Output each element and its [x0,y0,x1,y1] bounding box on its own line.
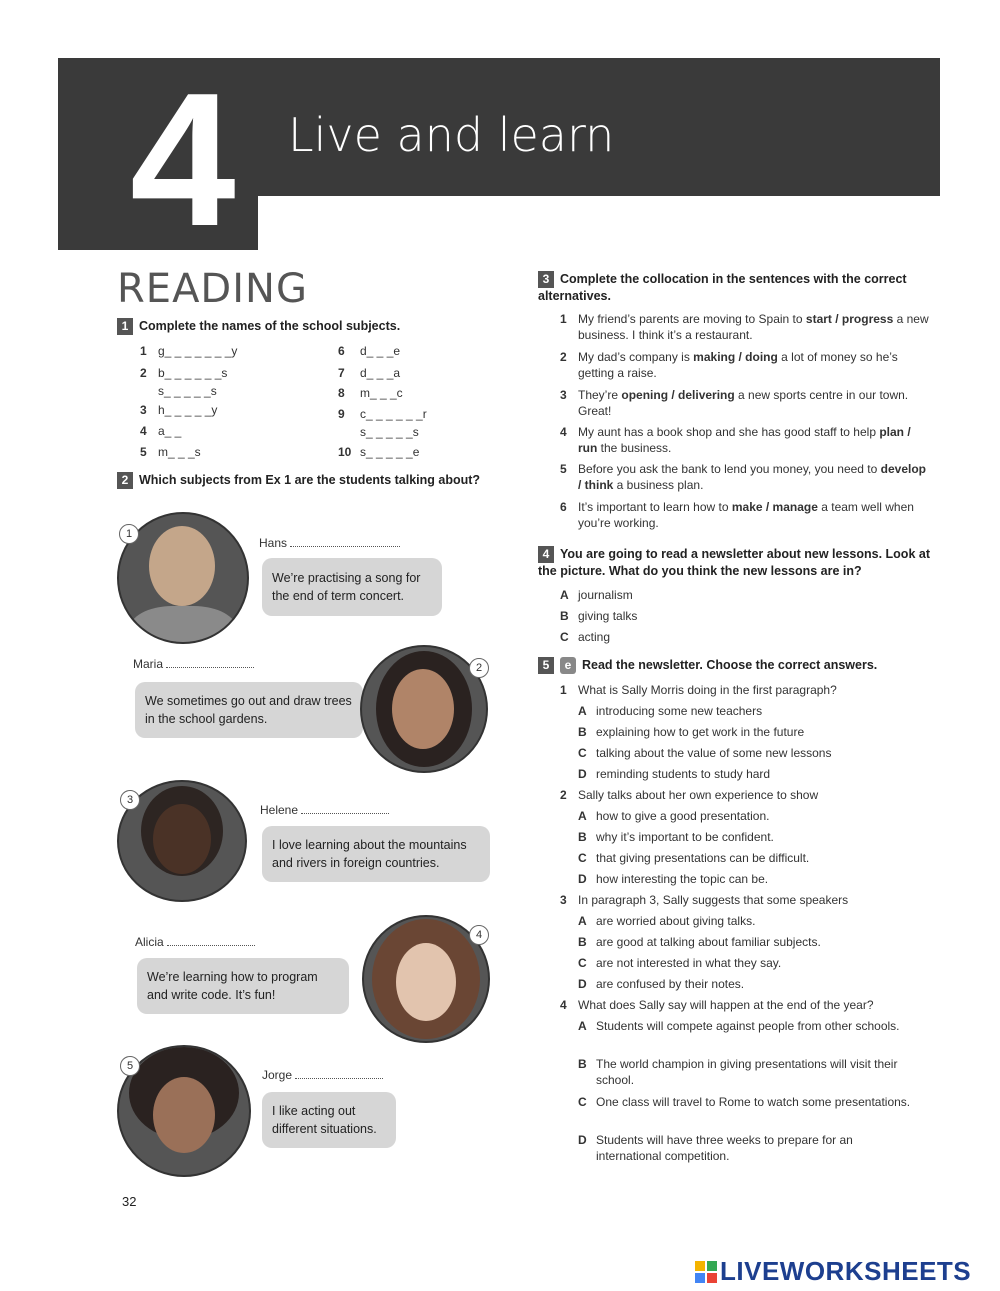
ex5-option-text: Students will compete against people from other schools. [596,1019,900,1033]
speech-bubble-jorge: I like acting out different situations. [262,1092,396,1148]
ex3-sentence-text [578,349,930,381]
ex3-text: My friend’s parents are moving to Spain to [578,312,806,326]
ex3-sentence-number: 1 [560,312,567,326]
ex5-option-text: reminding students to study hard [596,767,771,781]
ex5-option-text: One class will travel to Rome to watch some presentations. [596,1095,911,1109]
ex1-item [140,365,227,381]
ex3-text: a new business. I think it’s a restaurant. [578,312,929,342]
ex5-question [560,787,930,803]
ex3-alternatives[interactable]: making / doing [693,350,778,364]
speaker-alicia: Alicia [135,935,255,949]
ex5-option[interactable] [578,703,918,719]
ex5-option[interactable] [578,934,918,950]
ex1-item-number: 7 [338,366,345,380]
ex1-item-blank[interactable]: d_ _ _a [360,366,401,380]
ex3-alternatives[interactable]: plan / run [578,425,911,455]
ex3-text: a new sports centre in our town. Great! [578,388,909,418]
ex3-text: My dad’s company is [578,350,694,364]
ex3-sentence-number: 4 [560,425,567,439]
ex3-sentence-text [578,311,930,343]
ex5-question-number: 1 [560,683,567,697]
ex1-item [338,424,419,440]
ex5-option[interactable] [578,766,918,782]
ex5-question [560,892,930,908]
ex4-option-text: journalism [578,588,633,602]
ex1-item-blank[interactable]: m_ _ _c [360,386,403,400]
ex3-sentence-text [578,461,930,493]
ex3-text: Before you ask the bank to lend you money, you need to [578,462,881,476]
ex3-sentence-text [578,424,930,456]
ex5-option-text: are worried about giving talks. [596,914,756,928]
ex3-text: the business. [597,441,672,455]
ex5-question [560,997,930,1013]
ex3-sentence [560,387,930,419]
speaker-jorge: Jorge [262,1068,383,1082]
ex1-item-number: 3 [140,403,147,417]
ex5-option-text: how interesting the topic can be. [596,872,769,886]
ex4-number: 4 [538,546,554,563]
ex1-item [338,343,400,359]
liveworksheets-icon [695,1261,717,1283]
student-badge-4: 4 [469,925,489,945]
ex2-instruction: 2 Which subjects from Ex 1 are the students talking about? [117,472,480,489]
ex5-option-letter: D [578,872,587,886]
ex5-option-letter: D [578,767,587,781]
ex3-sentence-text [578,387,930,419]
ex5-question-text: What is Sally Morris doing in the first paragraph? [578,683,837,697]
answer-line-alicia[interactable] [167,935,255,946]
answer-line-jorge[interactable] [295,1068,383,1079]
ex5-option-text: why it’s important to be confident. [596,830,774,844]
ex1-item [140,444,201,460]
ex5-option-letter: A [578,704,587,718]
ex3-sentence [560,499,930,531]
ex5-option-text: are not interested in what they say. [596,956,782,970]
ex1-item-blank[interactable]: s_ _ _ _ _s [158,384,217,398]
ex3-sentence-number: 3 [560,388,567,402]
ex5-option-letter: D [578,1133,587,1147]
student-badge-1: 1 [119,524,139,544]
ex4-option[interactable] [560,629,610,645]
ex5-option-text: introducing some new teachers [596,704,763,718]
ex5-question-text: In paragraph 3, Sally suggests that some speakers [578,893,849,907]
ex1-item-number: 5 [140,445,147,459]
ex5-option-letter: A [578,809,587,823]
ex3-sentence [560,461,930,493]
ex5-option-letter: A [578,914,587,928]
ex5-option[interactable] [578,913,918,929]
ex1-item-number: 4 [140,424,147,438]
ex3-number: 3 [538,271,554,288]
student-badge-2: 2 [469,658,489,678]
ex5-option-letter: C [578,851,587,865]
speaker-maria: Maria [133,657,254,671]
ex5-option-text: The world champion in giving presentations will visit their school. [596,1057,898,1087]
ex1-item-number: 1 [140,344,147,358]
ex1-item-number: 8 [338,386,345,400]
ex4-option-letter: B [560,609,569,623]
ex4-option[interactable] [560,587,633,603]
ex1-item-blank[interactable]: c_ _ _ _ _ _r [360,407,427,421]
ex3-alternatives[interactable]: make / manage [731,500,818,514]
ex1-item [140,402,217,418]
ex5-instruction: 5 e Read the newsletter. Choose the correct answers. [538,657,938,674]
ex4-option[interactable] [560,608,637,624]
ex5-option[interactable] [578,871,918,887]
ex3-sentence [560,311,930,343]
page-number: 32 [122,1194,137,1209]
ex3-instruction: 3 Complete the collocation in the sentences with the correct alternatives. [538,272,907,304]
ex5-option-text: are good at talking about familiar subjects. [596,935,821,949]
ex1-item [338,385,403,401]
ex4-option-letter: C [560,630,569,644]
answer-line-maria[interactable] [166,657,254,668]
ex1-item-blank[interactable]: s_ _ _ _ _e [360,445,420,459]
ex5-option-letter: C [578,956,587,970]
ex5-option-letter: B [578,1057,587,1071]
speech-bubble-alicia: We’re learning how to program and write code. It’s fun! [137,958,349,1014]
ex1-item-blank[interactable]: d_ _ _e [360,344,401,358]
liveworksheets-logo: LIVEWORKSHEETS [695,1256,971,1287]
ex1-item-number: 9 [338,407,345,421]
ex3-text: They’re [578,388,622,402]
ex5-question-text: What does Sally say will happen at the end of the year? [578,998,874,1012]
ex5-option-letter: C [578,1095,587,1109]
ex2-number: 2 [117,472,133,489]
ex5-option[interactable] [578,724,918,740]
ex5-option-text: explaining how to get work in the future [596,725,805,739]
ex3-sentence-number: 2 [560,350,567,364]
ex3-text: a lot of money so he’s getting a raise. [578,350,898,380]
speech-bubble-helene: I love learning about the mountains and rivers in foreign countries. [262,826,490,882]
ex1-item-blank[interactable]: a_ _ [158,424,182,438]
ex3-sentence-number: 6 [560,500,567,514]
ex1-item-blank[interactable]: g_ _ _ _ _ _ _y [158,344,238,358]
ex5-option-text: that giving presentations can be difficult. [596,851,810,865]
ex1-item-number: 10 [338,445,352,459]
ex5-number: 5 [538,657,554,674]
ex3-text: a business plan. [613,478,704,492]
ex5-option[interactable] [578,1094,918,1110]
ex3-alternatives[interactable]: opening / delivering [621,388,735,402]
speech-bubble-hans: We’re practising a song for the end of term concert. [262,558,442,616]
ex1-item [140,423,181,439]
ex3-sentence [560,424,930,456]
ex1-item [140,383,217,399]
speech-bubble-maria: We sometimes go out and draw trees in the school gardens. [135,682,363,738]
ex5-option[interactable] [578,829,918,845]
ex5-question-text: Sally talks about her own experience to show [578,788,819,802]
ex5-option-text: how to give a good presentation. [596,809,770,823]
ex5-option-letter: B [578,935,587,949]
ex5-option-letter: B [578,725,587,739]
ex5-question-number: 2 [560,788,567,802]
ex1-item [338,406,427,422]
ex1-item-blank[interactable]: s_ _ _ _ _s [360,425,419,439]
ex1-number: 1 [117,318,133,335]
ex5-option[interactable] [578,745,918,761]
ex5-question-number: 4 [560,998,567,1012]
ex1-item-blank[interactable]: m_ _ _s [158,445,201,459]
ex3-sentence [560,349,930,381]
ex5-option-letter: A [578,1019,587,1033]
ex5-option[interactable] [578,976,918,992]
section-heading: READING [117,266,308,312]
ex5-option-text: talking about the value of some new lessons [596,746,832,760]
ex5-option[interactable] [578,955,918,971]
ex1-item [338,365,400,381]
ex3-sentence-text [578,499,930,531]
speaker-hans: Hans [259,536,400,550]
ex4-option-text: acting [578,630,611,644]
ex3-sentence-number: 5 [560,462,567,476]
speaker-helene: Helene [260,803,389,817]
ex5-option[interactable] [578,1018,918,1034]
ex5-question [560,682,930,698]
ex5-option-letter: D [578,977,587,991]
ex1-item-number: 2 [140,366,147,380]
unit-title: Live and learn [288,108,615,162]
ex1-instruction: 1 Complete the names of the school subjects. [117,318,400,335]
ex3-alternatives[interactable]: develop / think [578,462,927,492]
ex5-option-letter: C [578,746,587,760]
ex3-text: a team well when you’re working. [578,500,914,530]
ex5-option-letter: B [578,830,587,844]
answer-line-hans[interactable] [290,536,400,547]
ex3-alternatives[interactable]: start / progress [805,312,894,326]
ex5-option[interactable] [578,850,918,866]
ex1-item-number: 6 [338,344,345,358]
ex4-instruction: 4 You are going to read a newsletter about new lessons. Look at the picture. What do you think the new lessons are in? [538,547,930,579]
ex1-item [338,444,419,460]
ex1-item [140,343,237,359]
ex5-option-text: Students will have three weeks to prepare for an international competition. [596,1133,853,1163]
ex5-option[interactable] [578,808,918,824]
ex5-option[interactable] [578,1056,918,1088]
ex3-text: It’s important to learn how to [578,500,732,514]
student-badge-3: 3 [120,790,140,810]
ex5-e-icon: e [560,657,576,674]
student-badge-5: 5 [120,1056,140,1076]
ex4-option-letter: A [560,588,569,602]
unit-number: 4 [130,54,236,266]
ex3-text: My aunt has a book shop and she has good staff to help [578,425,880,439]
ex1-item-blank[interactable]: h_ _ _ _ _y [158,403,218,417]
ex5-question-number: 3 [560,893,567,907]
ex5-option-text: are confused by their notes. [596,977,745,991]
ex5-option[interactable] [578,1132,918,1164]
ex1-item-blank[interactable]: b_ _ _ _ _ _s [158,366,228,380]
ex4-option-text: giving talks [578,609,638,623]
answer-line-helene[interactable] [301,803,389,814]
